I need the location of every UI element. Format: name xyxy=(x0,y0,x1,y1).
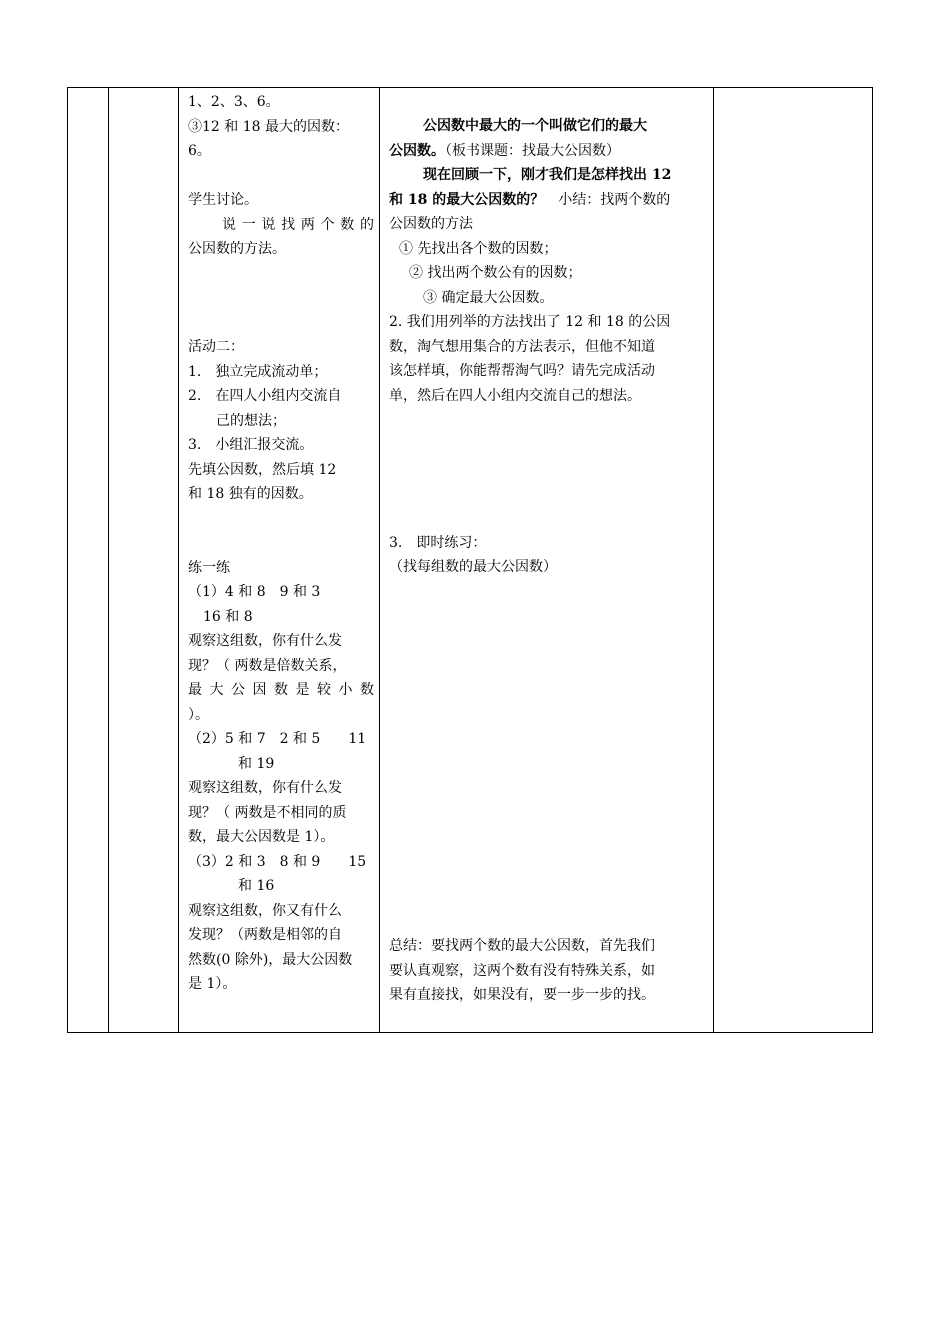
text-line: 练一练 xyxy=(188,559,230,576)
blank-line xyxy=(188,286,374,311)
blank-line xyxy=(188,531,374,556)
text-line: 公因数的方法 xyxy=(389,216,473,232)
text-line: 数，淘气想用集合的方法表示，但他不知道 xyxy=(389,338,655,355)
blank-line xyxy=(389,433,707,458)
blank-line xyxy=(389,506,707,531)
text-line: 观察这组数，你有什么发 xyxy=(188,633,342,649)
text: 小结：找两个数的 xyxy=(544,191,671,208)
text-line: ③ 确定最大公因数。 xyxy=(423,289,554,306)
text-line: （2）5 和 7 2 和 5 11 xyxy=(188,731,367,747)
column-divider xyxy=(713,88,714,1032)
bold-text: 和 18 的最大公因数的？ xyxy=(389,191,545,208)
text-line: 最 大 公 因 数 是 较 小 数 xyxy=(188,682,374,698)
text-line: 该怎样填，你能帮帮淘气吗？请先完成活动 xyxy=(389,363,655,379)
text-line: 说一说找两个数的 xyxy=(222,216,374,233)
text-line: 公因数中最大的一个叫做它们的最大 xyxy=(423,118,647,134)
text-line: （3）2 和 3 8 和 9 15 xyxy=(188,853,367,870)
text-line: 观察这组数，你有什么发 xyxy=(188,780,342,796)
text-line: 是 1）。 xyxy=(188,976,237,992)
text-line: 发现？（两数是相邻的自 xyxy=(188,927,342,943)
text-line: ② 找出两个数公有的因数； xyxy=(409,265,582,281)
blank-line xyxy=(188,164,374,189)
text-line: 单，然后在四人小组内交流自己的想法。 xyxy=(389,387,641,404)
column-divider xyxy=(108,88,109,1032)
text-line: ① 先找出各个数的因数； xyxy=(399,240,558,257)
text-line: 果有直接找，如果没有，要一步一步的找。 xyxy=(389,987,655,1003)
text-line: 和 18 独有的因数。 xyxy=(188,486,313,502)
text-line: 现？（ 两数是不相同的质 xyxy=(188,804,347,821)
text-line: （1）4 和 8 9 和 3 xyxy=(188,584,321,600)
text-line: ）。 xyxy=(188,706,209,723)
bold-text: 公因数。 xyxy=(389,142,445,159)
text-line: 和 16 xyxy=(238,878,275,894)
blank-line xyxy=(188,507,374,532)
text-line: 和 19 xyxy=(238,755,275,772)
text-line: 现？（ 两数是倍数关系， xyxy=(188,657,347,674)
text-line: 3. 小组汇报交流。 xyxy=(188,437,314,453)
text-line: 公因数的方法。 xyxy=(188,241,286,257)
teacher-activity-column xyxy=(389,114,707,580)
text-line: 先填公因数，然后填 12 xyxy=(188,461,337,478)
text-line: （找每组数的最大公因数） xyxy=(389,559,557,575)
blank-line xyxy=(389,408,707,433)
text-line xyxy=(389,139,707,164)
text-line: 16 和 8 xyxy=(203,608,253,625)
text-line: 要认真观察，这两个数有没有特殊关系，如 xyxy=(389,962,655,979)
column-divider xyxy=(379,88,380,1032)
blank-line xyxy=(389,482,707,507)
text-line: 6。 xyxy=(188,143,211,159)
text-line: 现在回顾一下，刚才我们是怎样找出 12 xyxy=(423,167,672,183)
text-line: 观察这组数，你又有什么 xyxy=(188,902,342,919)
text-line: 学生讨论。 xyxy=(188,192,258,208)
text-line: 活动二： xyxy=(188,339,244,355)
blank-line xyxy=(188,262,374,287)
text-line: 己的想法； xyxy=(216,412,286,429)
text-line: 1、2、3、6。 xyxy=(188,94,280,110)
text-line: 1. 独立完成流动单； xyxy=(188,363,328,380)
text-line: 数，最大公因数是 1）。 xyxy=(188,829,335,845)
text: （板书课题：找最大公因数） xyxy=(445,142,620,159)
text-line xyxy=(389,188,707,213)
blank-line xyxy=(188,311,374,336)
student-activity-column xyxy=(188,90,374,997)
text-line: 2. 在四人小组内交流自 xyxy=(188,388,342,404)
text-line: 总结：要找两个数的最大公因数，首先我们 xyxy=(389,938,655,954)
lesson-table xyxy=(67,87,873,1033)
summary-block xyxy=(389,934,707,1008)
blank-line xyxy=(389,457,707,482)
text-line: 3. 即时练习： xyxy=(389,534,487,551)
text-line: 2. 我们用列举的方法找出了 12 和 18 的公因 xyxy=(389,314,671,330)
column-divider xyxy=(178,88,179,1032)
text-line: 然数(0 除外)，最大公因数 xyxy=(188,951,353,968)
text-line: ③12 和 18 最大的因数： xyxy=(188,118,349,135)
